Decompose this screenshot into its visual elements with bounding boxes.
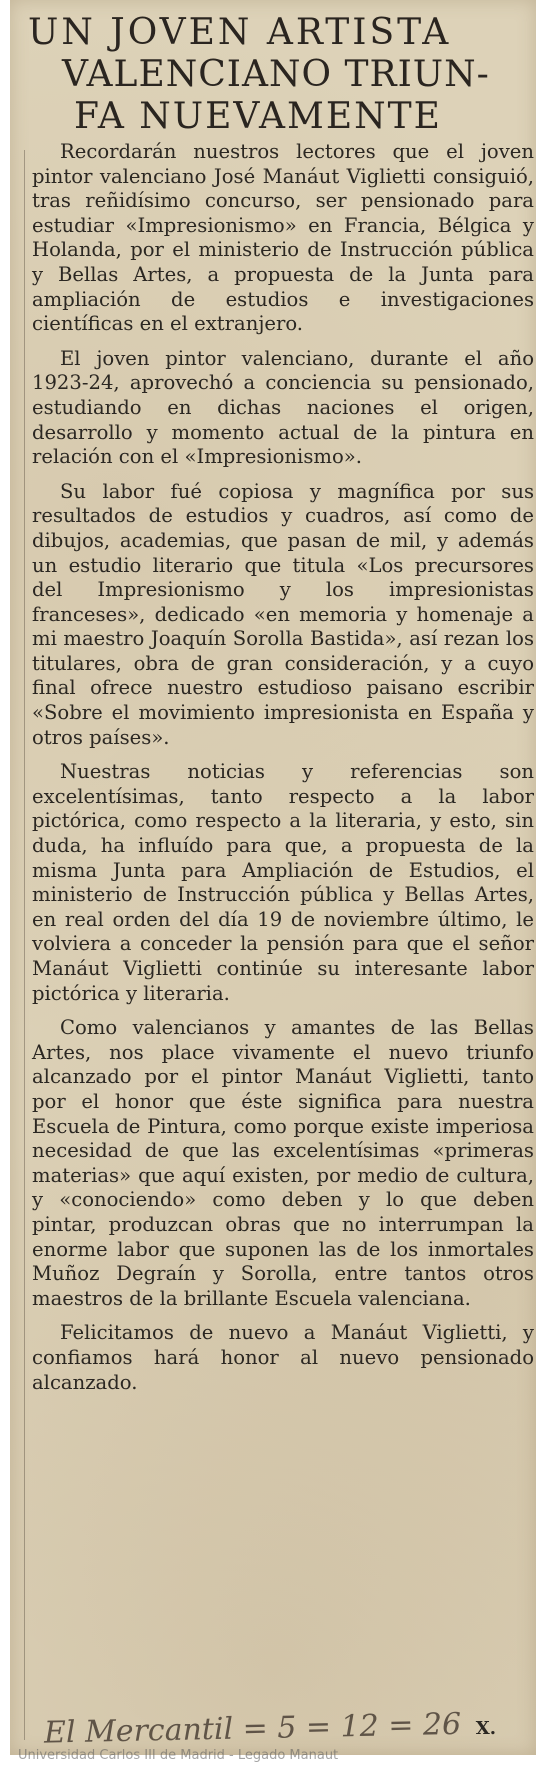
article-paragraph-2: El joven pintor valenciano, durante el año 1923-24, aprovechó a conciencia su pensionado, estudiando en dichas naciones el origen, desarrollo y momento actual de la pintura en relación con el «Impresionismo». (32, 346, 534, 469)
article-headline (28, 12, 540, 138)
article-paragraph-1: Recordarán nuestros lectores que el joven pintor valenciano José Manáut Viglietti consiguió, tras reñidísimo concurso, ser pensionado para estudiar «Impresionismo» en Francia, Bélgica y Holanda, por el ministerio de Instrucción pública y Bellas Artes, a propuesta de la Junta para ampliación de estudios e investigaciones científicas en el extranjero. (32, 140, 534, 336)
article-paragraph-5: Como valencianos y amantes de las Bellas Artes, nos place vivamente el nuevo triunfo alcanzado por el pintor Manáut Viglietti, tanto por el honor que éste significa para nuestra Escuela de Pintura, como porque existe imperiosa necesidad de que las excelentísimas «primeras materias» que aquí existen, por medio de cultura, y «conociendo» como deben y lo que deben pintar, produzcan obras que no interrumpan la enorme labor que suponen las de los inmortales Muñoz Degraín y Sorolla, entre tantos otros maestros de la brillante Escuela valenciana. (32, 1016, 534, 1310)
article-paragraph-4: Nuestras noticias y referencias son excelentísimas, tanto respecto a la labor pictórica, como respecto a la literaria, y esto, sin duda, ha influído para que, a propuesta de la misma Junta para Ampliación de Estudios, el ministerio de Instrucción pública y Bellas Artes, en real orden del día 19 de noviembre último, le volviera a conceder la pensión para que el señor Manáut Viglietti continúe su interesante labor pictórica y literaria. (32, 760, 534, 1005)
article-body (32, 140, 534, 1395)
headline-line-1: UN JOVEN ARTISTA (28, 12, 452, 53)
headline-line-3: FA NUEVAMENTE (74, 96, 442, 137)
author-mark: X. (475, 1718, 496, 1739)
headline-line-2: VALENCIANO TRIUN- (62, 54, 490, 95)
article-paragraph-6: Felicitamos de nuevo a Manáut Viglietti, y confiamos hará honor al nuevo pensionado alcanzado. (32, 1321, 534, 1394)
article-paragraph-3: Su labor fué copiosa y magnífica por sus resultados de estudios y cuadros, así como de dibujos, academias, que pasan de mil, y además un estudio literario que titula «Los precursores del Impresionismo y los impresionistas franceses», dedicado «en memoria y homenaje a mi maestro Joaquín Sorolla Bastida», así rezan los titulares, obra de gran consideración, y a cuyo final ofrece nuestro estudioso paisano escribir «Sobre el movimiento impresionista en España y otros países». (32, 479, 534, 749)
column-rule (24, 150, 25, 1740)
archive-watermark: Universidad Carlos III de Madrid - Legado Manaut (18, 1748, 339, 1763)
handwritten-annotation: El Mercantil = 5 = 12 = 26 (43, 1706, 462, 1751)
newspaper-clipping (10, 0, 536, 1755)
